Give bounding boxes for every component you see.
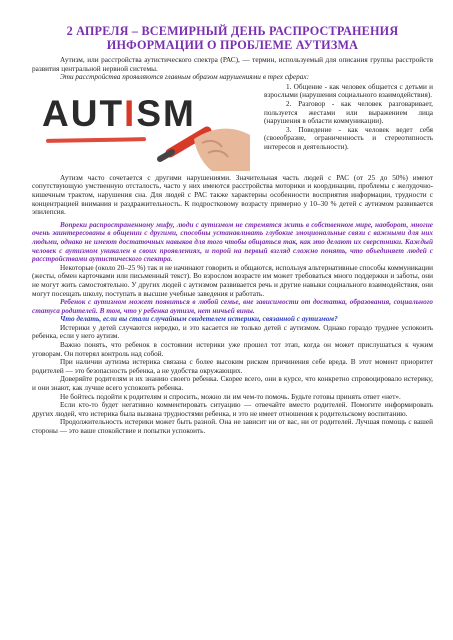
list-item: 3. Поведение - как человек ведет себя (своеобразие, ограниченность и стереотипность интересов и деятельности). (264, 125, 433, 151)
trust-paragraph: Доверяйте родителям и их знанию своего ребенка. Скорее всего, они в курсе, что конкретно спровоцировало истерику, и они знают, как лучше всего успокоить ребенка. (32, 375, 433, 393)
safety-paragraph: При наличии аутизма истерика связана с более высоким риском причинения себе вреда. В этот момент приоритет родителей — это безопасность ребенка, а не удобства окружающих. (32, 358, 433, 375)
title-line-1: 2 АПРЕЛЯ – ВСЕМИРНЫЙ ДЕНЬ РАСПРОСТРАНЕНИЯ (66, 24, 399, 38)
myth-paragraph: Вопреки распространенному мифу, люди с аутизмом не стремятся жить в собственном мире, наоборот, многие очень заинтересованы в общении с другими, способны устанавливать глубокие эмоциональные связи с важными для них людьми, однако не имеют достаточных навыков для того чтобы общаться так, как это делают их сверстники. Каждый человек с аутизмом уникален в своих проявлениях, и порой на первый взгляд сложно понять, что объединяет людей с расстройствами аутистического спектра. (32, 220, 433, 264)
intro-paragraph: Аутизм, или расстройства аутистического спектра (РАС), — термин, используемый для описания группы расстройств развития центральной нервной системы. (32, 56, 433, 73)
comment-paragraph: Если кто-то будет негативно комментировать ситуацию — отвечайте вместо родителей. Помогите информировать других людей, что истерика была вызвана трудностями ребенка, и это не имеет отношения к родительскому воспитанию. (32, 401, 433, 418)
hysteria-paragraph: Истерики у детей случаются нередко, и это касается не только детей с аутизмом. Однако гораздо труднее успокоить ребенка, если у него аутизм. (32, 323, 433, 341)
any-family-paragraph: Ребенок с аутизмом может появиться в любой семье, вне зависимости от достатка, образования, социального статуса родителей. В том, что у ребенка аутизм, нет ничьей вины. (32, 298, 433, 315)
title-line-2: ИНФОРМАЦИИ О ПРОБЛЕМЕ АУТИЗМА (106, 38, 359, 52)
important-paragraph: Важно понять, что ребенок в состоянии истерики уже прошел тот этап, когда он может прислушаться к чужим уговорам. Он потерял контроль над собой. (32, 341, 433, 358)
duration-paragraph: Продолжительность истерики может быть разной. Она не зависит ни от вас, ни от родителей. Лучшая помощь с вашей стороны — это ваше спокойствие и попытки успокоить. (32, 418, 433, 435)
comorbid-paragraph: Аутизм часто сочетается с другими нарушениями. Значительная часть людей с РАС (от 25 до 50%) имеют сопутствующую умственную отсталость, часто у них имеются расстройства моторики и координации, проблемы с желудочно-кишечным трактом, нарушения сна. Для людей с РАС также характерны особенности восприятия информации, трудности с концентрацией внимания и раздражительность. К подростковому возрасту примерно у 10–30 % детей с аутизмом развивается эпилепсия. (32, 173, 433, 217)
ask-paragraph: Не бойтесь подойти к родителям и спросить, можно ли им чем-то помочь. Будьте готовы принять ответ «нет». (60, 392, 401, 401)
page-title (32, 24, 433, 52)
image-and-list (32, 83, 433, 174)
red-marker-underline (46, 137, 146, 143)
autism-illustration (34, 85, 256, 172)
speech-paragraph: Некоторые (около 20–25 %) так и не начинают говорить и общаются, используя альтернативные способы коммуникации (жесты, обмен карточками или письменный текст). Во взрослом возрасте им может требоваться много поддержки и заботы, они не могут жить самостоятельно. У других людей с аутизмом развивается речь и другие навыки социального взаимодействия, они могут посещать школу, поступать в высшие учебные заведения и работать. (32, 263, 433, 298)
question-heading: Что делать, если вы стали случайным свидетелем истерики, связанной с аутизмом? (60, 315, 338, 324)
list-item: 2. Разговор - как человек разговаривает, пользуется жестами или выражением лица (нарушения в области коммуникации). (264, 99, 433, 126)
hand-with-marker-icon (152, 113, 252, 171)
autism-image-word: AUTISM (42, 92, 196, 134)
three-spheres-line: Эти расстройства проявляются главным образом нарушениями в трех сферах: (60, 73, 310, 82)
list-item: 1. Общение - как человек общается с детьми и взрослыми (нарушения социального взаимодействия). (264, 82, 433, 100)
